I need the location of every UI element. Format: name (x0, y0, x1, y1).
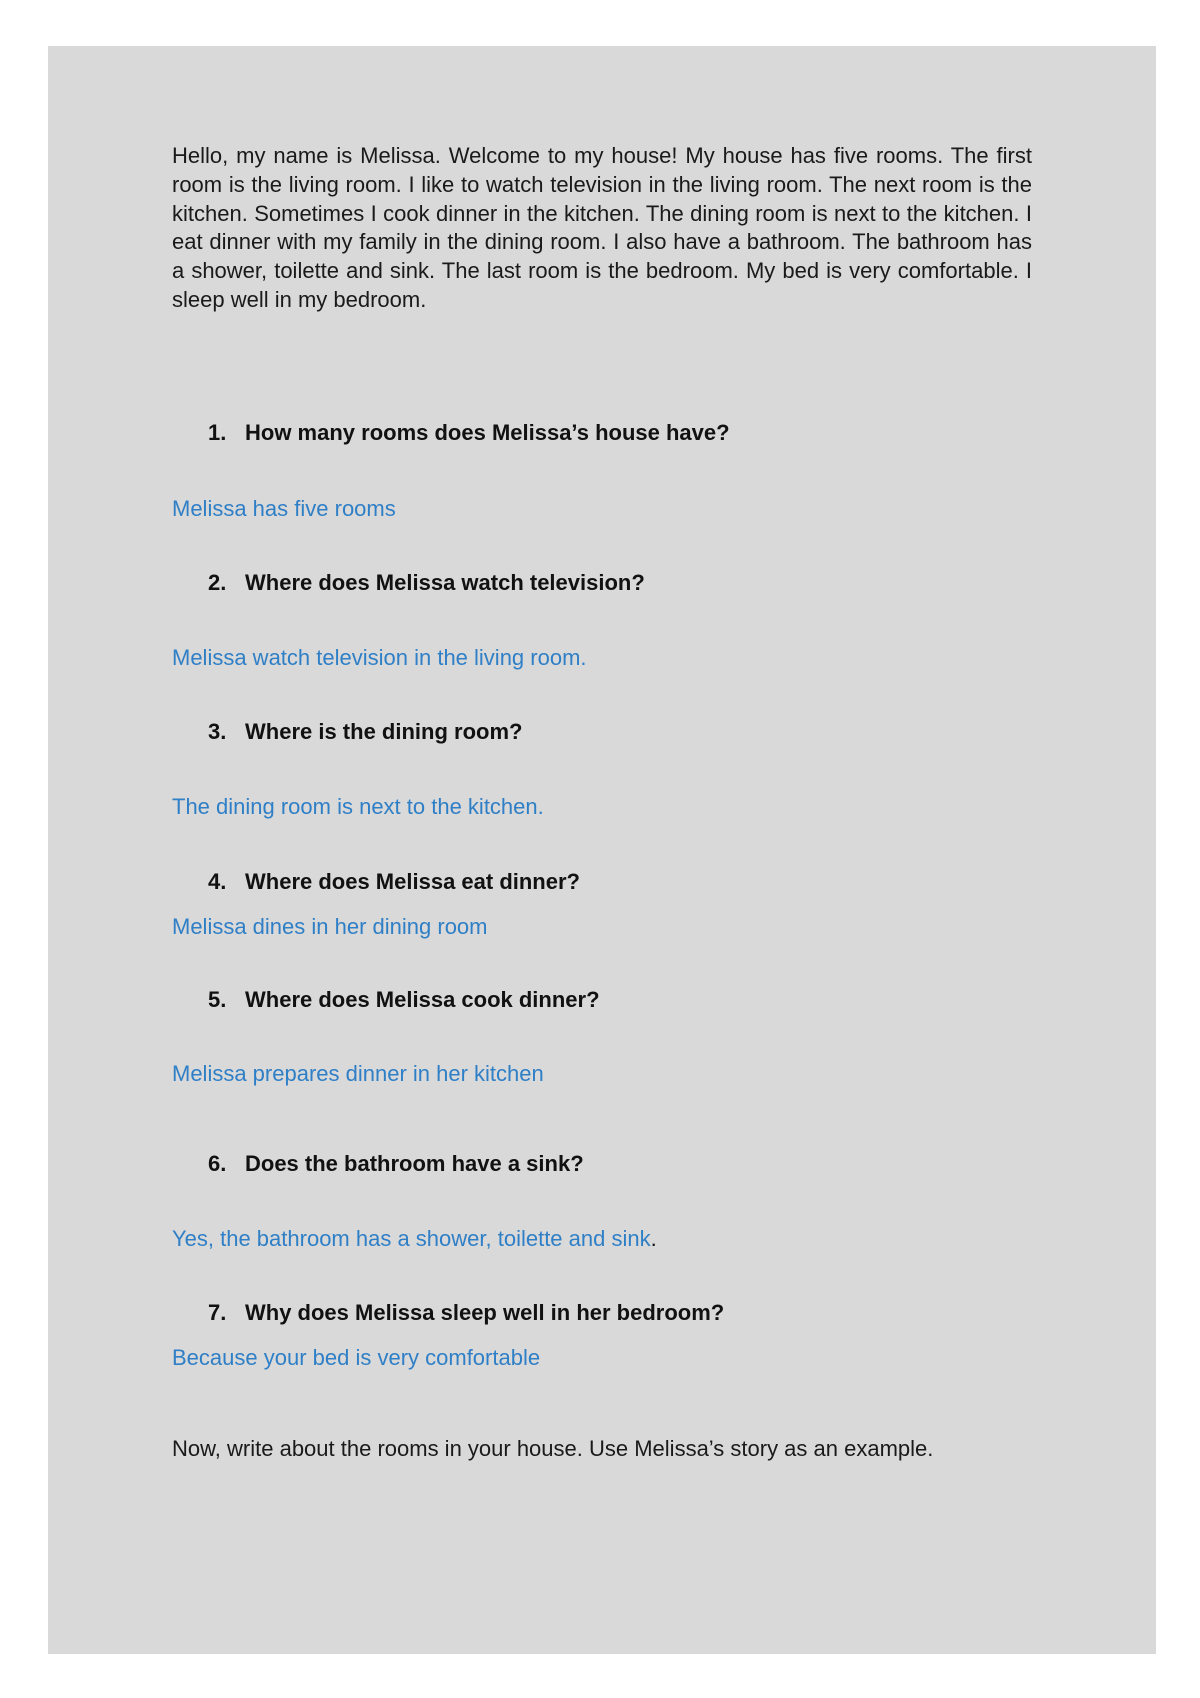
question-3 (208, 719, 522, 745)
question-6 (208, 1151, 584, 1177)
answer-suffix: . (650, 1226, 657, 1251)
question-1 (208, 420, 730, 446)
answer-3 (172, 794, 544, 820)
question-text: Where is the dining room? (245, 719, 523, 744)
question-text: Where does Melissa watch television? (245, 570, 645, 595)
answer-text: Yes, the bathroom has a shower, toilette and sink (172, 1226, 651, 1251)
question-7 (208, 1300, 724, 1326)
question-number: 3. (208, 719, 227, 744)
answer-5 (172, 1061, 544, 1087)
question-text: Where does Melissa cook dinner? (245, 987, 600, 1012)
document-page (48, 46, 1156, 1654)
answer-text: Melissa watch television in the living room. (172, 645, 587, 670)
question-text: How many rooms does Melissa’s house have? (245, 420, 730, 445)
question-number: 1. (208, 420, 227, 445)
question-2 (208, 570, 645, 596)
answer-text: Because your bed is very comfortable (172, 1345, 541, 1370)
answer-7 (172, 1345, 540, 1371)
question-number: 7. (208, 1300, 227, 1325)
question-number: 2. (208, 570, 227, 595)
answer-2 (172, 645, 587, 671)
question-number: 6. (208, 1151, 227, 1176)
closing-instruction: Now, write about the rooms in your house. Use Melissa’s story as an example. (172, 1436, 934, 1461)
question-number: 4. (208, 869, 227, 894)
answer-1 (172, 496, 396, 522)
answer-6 (172, 1226, 657, 1252)
answer-text: The dining room is next to the kitchen. (172, 794, 544, 819)
question-5 (208, 987, 600, 1013)
answer-text: Melissa has five rooms (172, 496, 396, 521)
answer-4 (172, 914, 488, 940)
answer-text: Melissa dines in her dining room (172, 914, 488, 939)
intro-paragraph: Hello, my name is Melissa. Welcome to my house! My house has five rooms. The first room is the living room. I like to watch television in the living room. The next room is the kitchen. Sometimes I cook dinner in the kitchen. The dining room is next to the kitchen. I eat dinner with my family in the dining room. I also have a bathroom. The bathroom has a shower, toilette and sink. The last room is the bedroom. My bed is very comfortable. I sleep well in my bedroom. (172, 143, 1032, 312)
question-4 (208, 869, 580, 895)
question-text: Does the bathroom have a sink? (245, 1151, 584, 1176)
question-number: 5. (208, 987, 227, 1012)
question-text: Why does Melissa sleep well in her bedroom? (245, 1300, 725, 1325)
document-content (172, 142, 1032, 1461)
question-text: Where does Melissa eat dinner? (245, 869, 580, 894)
answer-text: Melissa prepares dinner in her kitchen (172, 1061, 544, 1086)
